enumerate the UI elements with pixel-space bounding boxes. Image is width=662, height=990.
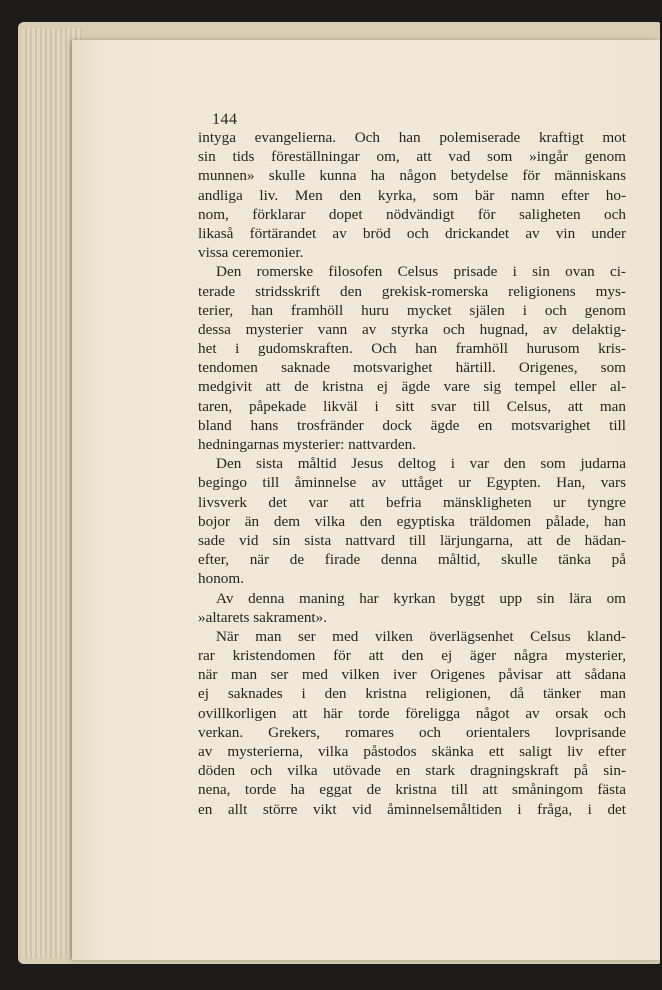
text-line: intyga evangelierna. Och han polemiserade kraftigt mot [198,129,626,146]
text-line: vissa ceremonier. [198,244,304,262]
text-line: av mysterierna, vilka påstodos skänka ett saligt liv efter [198,743,626,760]
text-line: honom. [198,570,244,588]
body-text [198,128,626,819]
text-line: Av denna maning har kyrkan byggt upp sin lära om [216,589,626,607]
text-line: döden och vilka utövade en stark dragningskraft på sin- [198,762,626,780]
text-line: terier, han framhöll huru mycket själen i och genom [198,301,626,319]
text-line: livsverk det var att befria mänskligheten ur tyngre [198,493,626,511]
text-line: terade stridsskrift den grekisk-romerska religionens mys- [198,282,626,300]
text-line: munnen» skulle kunna ha någon betydelse för människans [198,167,626,185]
text-line: likaså förtärandet av bröd och drickandet av vin under [198,224,626,242]
text-line: verkan. Grekers, romares och orientalers lovprisande [198,723,626,741]
text-line: Den romerske filosofen Celsus prisade i sin ovan ci- [216,263,626,281]
text-line: en allt större vikt vid åminnelsemåltiden i fråga, i det [198,800,626,818]
text-line: hedningarnas mysterier: nattvarden. [198,436,417,453]
text-line: medgivit att de kristna ej ägde vare sig tempel eller al- [198,378,626,396]
text-line: tendomen saknade motsvarighet härtill. Origenes, som [198,359,626,377]
text-line: ovillkorligen att här torde föreligga något av orsak och [198,704,626,722]
text-line: taren, påpekade likväl i sitt svar till Celsus, att man [198,397,626,415]
text-line: När man ser med vilken överlägsenhet Celsus kland- [216,627,626,645]
text-line: »altarets sakrament». [198,608,328,626]
text-line: Den sista måltid Jesus deltog i var den som judarna [216,455,626,473]
text-line: het i gudomskraften. Och han framhöll hurusom kris- [198,340,626,358]
text-line: sade vid sin sista nattvard till lärjungarna, att de hädan- [198,531,626,549]
page-number: 144 [212,111,238,128]
text-line: dessa mysterier vann av styrka och hugnad, av delaktig- [198,320,626,338]
text-line: andliga liv. Men den kyrka, som bär namn efter ho- [198,186,626,204]
text-line: bland hans trosfränder dock ägde en motsvarighet till [198,416,626,434]
text-line: efter, när de firade denna måltid, skulle tänka på [198,551,626,569]
text-line: rar kristendomen för att den ej äger några mysterier, [198,647,626,665]
text-line: nom, förklarar dopet nödvändigt för saligheten och [198,205,626,223]
text-line: nena, torde ha eggat de kristna till att småningom fästa [198,781,626,799]
text-line: när man ser med vilken iver Origenes påvisar att sådana [198,666,626,684]
text-line: ej saknades i den kristna religionen, då tänker man [198,685,626,703]
text-line: bojor än dem vilka den egyptiska träldomen pålade, han [198,512,626,530]
text-line: sin tids föreställningar om, att vad som »ingår genom [198,148,626,166]
text-line: begingo till åminnelse av uttåget ur Egypten. Han, vars [198,474,626,492]
